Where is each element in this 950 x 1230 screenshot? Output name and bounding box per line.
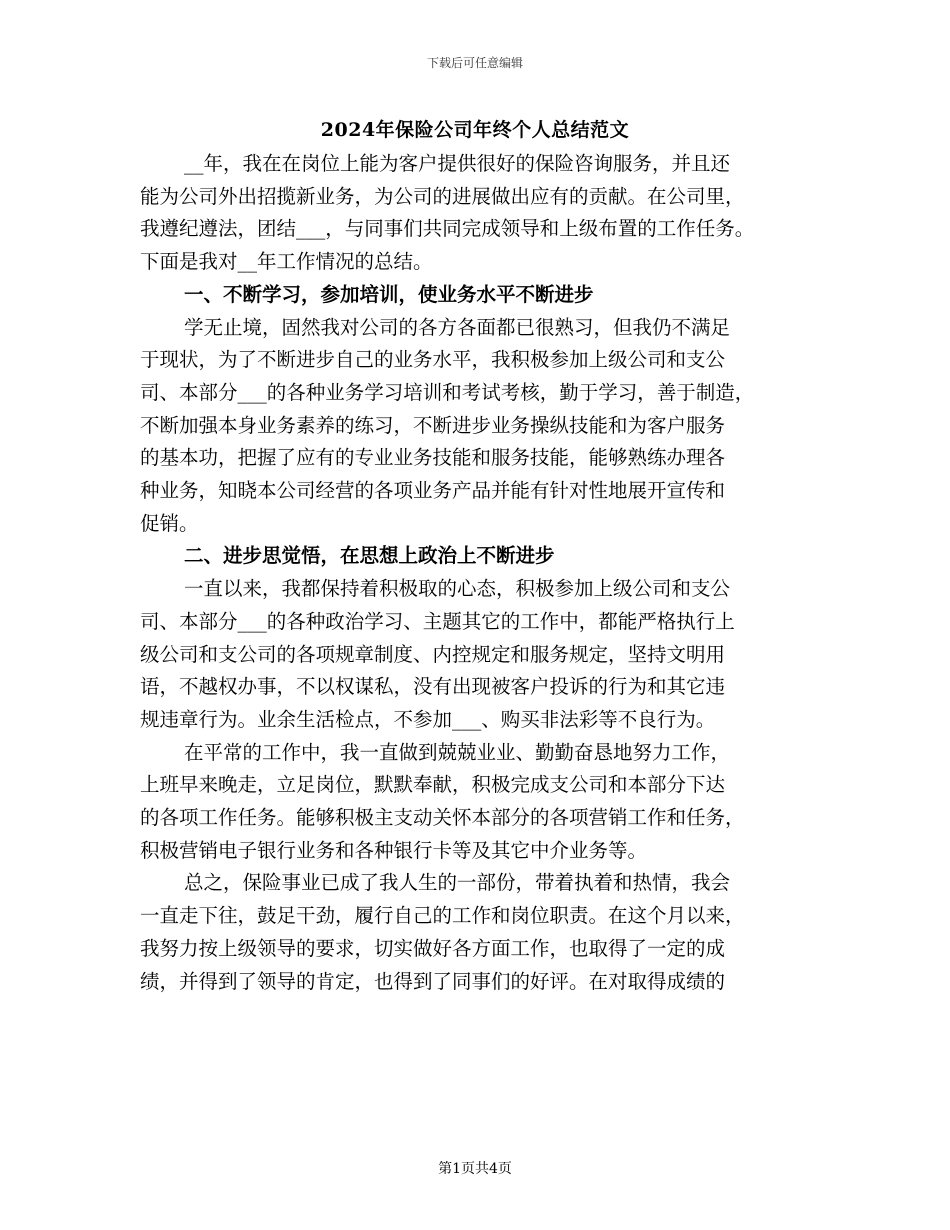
paragraph-line: __年，我在在岗位上能为客户提供很好的保险咨询服务，并且还 — [184, 152, 731, 175]
paragraph-line: 一直走下往，鼓足干劲，履行自己的工作和岗位职责。在这个月以来， — [140, 904, 745, 928]
page-number: 第1页共4页 — [438, 1161, 512, 1177]
paragraph-line: 学无止境，固然我对公司的各方各面都已很熟习，但我仍不满足 — [184, 315, 731, 339]
body-paragraph — [140, 312, 820, 541]
paragraph-line: 我遵纪遵法，团结___，与同事们共同完成领导和上级布置的工作任务。 — [140, 217, 755, 241]
paragraph-line: 总之，保险事业已成了我人生的一部份，带着执着和热情，我会 — [184, 871, 731, 895]
page-header-note: 下载后可任意编辑 — [426, 56, 523, 70]
body-paragraph — [140, 148, 820, 279]
paragraph-line: 一直以来，我都保持着积极取的心态，积极参加上级公司和支公 — [184, 577, 731, 601]
paragraph-line: 能为公司外出招揽新业务，为公司的进展做出应有的贡献。在公司里， — [140, 184, 745, 208]
paragraph-line: 的基本功，把握了应有的专业业务技能和服务技能，能够熟练办理各 — [140, 446, 726, 470]
paragraph-line: 规违章行为。业余生活检点，不参加___、购买非法彩等不良行为。 — [140, 707, 716, 731]
document-title: 2024年保险公司年终个人总结范文 — [320, 119, 630, 141]
body-paragraph — [140, 867, 820, 998]
paragraph-line: 积极营销电子银行业务和各种银行卡等及其它中介业务等。 — [140, 838, 648, 862]
paragraph-line: 下面是我对__年工作情况的总结。 — [140, 250, 433, 274]
paragraph-line: 绩，并得到了领导的肯定，也得到了同事们的好评。在对取得成绩的 — [140, 969, 726, 993]
body-paragraph — [140, 737, 820, 868]
section-heading: 一、不断学习，参加培训，使业务水平不断进步 — [184, 282, 594, 306]
paragraph-line: 司、本部分___的各种业务学习培训和考试考核，勤于学习，善于制造， — [140, 380, 755, 404]
paragraph-line: 在平常的工作中，我一直做到兢兢业业、勤勤奋恳地努力工作， — [184, 740, 731, 764]
paragraph-line: 我努力按上级领导的要求，切实做好各方面工作，也取得了一定的成 — [140, 936, 726, 960]
paragraph-line: 的各项工作任务。能够积极主支动关怀本部分的各项营销工作和任务， — [140, 806, 745, 830]
paragraph-line: 于现状，为了不断进步自己的业务水平，我积极参加上级公司和支公 — [140, 348, 726, 372]
paragraph-line: 上班早来晚走，立足岗位，默默奉献，积极完成支公司和本部分下达 — [140, 773, 726, 797]
body-paragraph — [140, 573, 820, 737]
paragraph-line: 语，不越权办事，不以权谋私，没有出现被客户投诉的行为和其它违 — [140, 675, 726, 699]
paragraph-line: 级公司和支公司的各项规章制度、内控规定和服务规定，坚持文明用 — [140, 642, 726, 666]
paragraph-line: 种业务，知晓本公司经营的各项业务产品并能有针对性地展开宣传和 — [140, 479, 726, 503]
paragraph-line: 不断加强本身业务素养的练习，不断进步业务操纵技能和为客户服务 — [140, 413, 726, 437]
section-heading: 二、进步思觉悟，在思想上政治上不断进步 — [184, 544, 555, 568]
paragraph-line: 司、本部分___的各种政治学习、主题其它的工作中，都能严格执行上 — [140, 609, 735, 633]
paragraph-line: 促销。 — [140, 511, 199, 535]
document-body — [140, 148, 820, 998]
